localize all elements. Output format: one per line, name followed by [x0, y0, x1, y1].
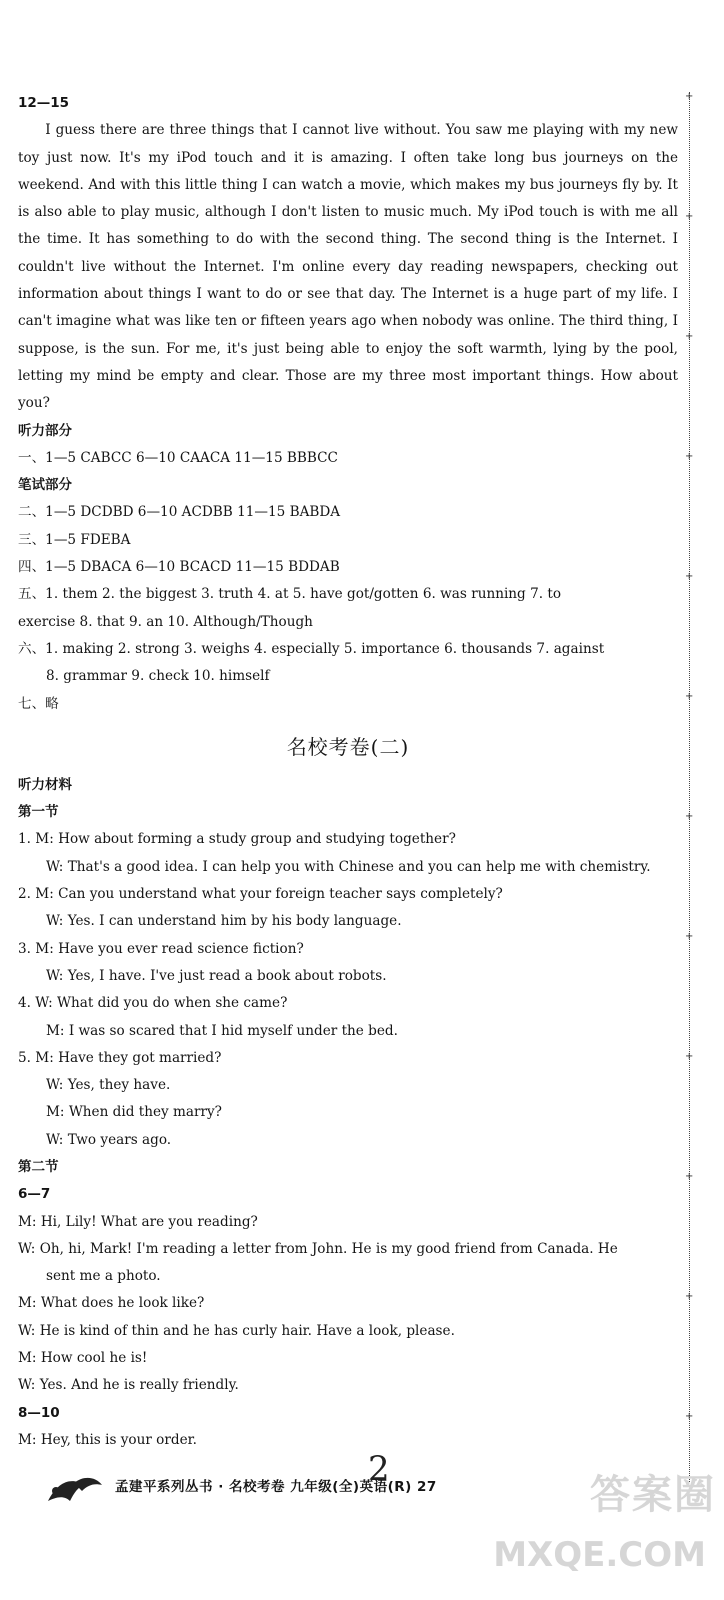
plus-mark-icon: +	[685, 91, 694, 102]
conversation-line: W: Yes. And he is really friendly.	[18, 1377, 239, 1394]
binding-margin-rail	[685, 91, 702, 1482]
watermark-url: MXQE.COM	[493, 1535, 706, 1575]
plus-mark-icon: +	[685, 1291, 694, 1302]
exam-title: 名校考卷(二)	[286, 734, 410, 759]
conversation-6-7	[18, 1209, 678, 1400]
dialogue-line: 4. W: What did you do when she came?	[18, 995, 288, 1012]
handwritten-mark: 2	[368, 1449, 390, 1489]
dialogue-line: W: Two years ago.	[46, 1131, 172, 1148]
dialogue-line: W: Yes, they have.	[46, 1077, 171, 1094]
plus-mark-icon: +	[685, 1411, 694, 1422]
conversation-line: M: How cool he is!	[18, 1350, 148, 1367]
conversation-line: W: He is kind of thin and he has curly hair. Have a look, please.	[18, 1322, 455, 1339]
section-1-label: 第一节	[18, 804, 59, 821]
watermark	[493, 1463, 716, 1593]
dialogue-line: M: I was so scared that I hid myself under the bed.	[46, 1022, 398, 1039]
dialogue-line: 1. M: How about forming a study group and studying together?	[18, 831, 456, 848]
dialogue-line: W: Yes. I can understand him by his body language.	[46, 913, 402, 930]
plus-mark-icon: +	[685, 691, 694, 702]
dialogue-line: W: That's a good idea. I can help you with Chinese and you can help me with chemistry.	[46, 858, 651, 875]
plus-mark-icon: +	[685, 331, 694, 342]
answers-section-1: 一、1—5 CABCC 6—10 CAACA 11—15 BBBCC	[18, 449, 338, 466]
answers-section-6-cont: 8. grammar 9. check 10. himself	[46, 668, 270, 685]
conversation-8-10	[18, 1427, 678, 1454]
publisher-logo-icon	[44, 1471, 104, 1511]
answers-section-5-cont: exercise 8. that 9. an 10. Although/Though	[18, 613, 313, 630]
dialogue-line: M: When did they marry?	[46, 1104, 222, 1121]
dialogue-line: 3. M: Have you ever read science fiction?	[18, 940, 304, 957]
answers-section-3: 三、1—5 FDEBA	[18, 531, 131, 548]
conversation-line: M: Hi, Lily! What are you reading?	[18, 1213, 258, 1230]
listening-passage: I guess there are three things that I cannot live without. You saw me playing with my new toy just now. It's my iPod touch and it is amazing. I often take long bus journeys on the weekend. And with this little thing I can watch a movie, which makes my bus journeys fly by. It is also able to play music, although I don't listen to music much. My iPod touch is with me all the time. It has something to do with the second thing. The second thing is the Internet. I couldn't live without the Internet. I'm online every day reading newspapers, checking out information about things I want to do or see that day. The Internet is a huge part of my life. I can't imagine what was like ten or fifteen years ago when nobody was online. The third thing, I suppose, is the sun. For me, it's just being able to enjoy the soft warmth, lying by the pool, letting my mind be empty and clear. Those are my three most important things. How about you?	[18, 122, 678, 412]
answer-page	[18, 90, 678, 1454]
dialogue-list	[18, 826, 678, 1154]
answers-section-7: 七、略	[18, 695, 59, 712]
conversation-line: M: Hey, this is your order.	[18, 1431, 197, 1448]
written-part-label: 笔试部分	[18, 477, 72, 494]
conversation-line: W: Oh, hi, Mark! I'm reading a letter from John. He is my good friend from Canada. He	[18, 1240, 618, 1257]
conversation-line: sent me a photo.	[46, 1268, 161, 1285]
dialogue-line: 2. M: Can you understand what your foreign teacher says completely?	[18, 886, 503, 903]
page-footer	[0, 1449, 724, 1600]
plus-mark-icon: +	[685, 811, 694, 822]
section-2-label: 第二节	[18, 1158, 59, 1175]
answers-section-6: 六、1. making 2. strong 3. weighs 4. especially 5. importance 6. thousands 7. against	[18, 640, 605, 657]
answers-section-2: 二、1—5 DCDBD 6—10 ACDBB 11—15 BABDA	[18, 504, 341, 521]
footer-series-title: 孟建平系列丛书 · 名校考卷 九年级(全)英语(R) 27	[115, 1479, 437, 1495]
dialogue-line: 5. M: Have they got married?	[18, 1049, 222, 1066]
listening-part-label: 听力部分	[18, 422, 72, 439]
plus-mark-icon: +	[685, 1051, 694, 1062]
answers-section-5: 五、1. them 2. the biggest 3. truth 4. at 5. have got/gotten 6. was running 7. to	[18, 586, 562, 603]
plus-mark-icon: +	[685, 211, 694, 222]
plus-mark-icon: +	[685, 1171, 694, 1182]
material-label: 听力材料	[18, 776, 72, 793]
watermark-logo-text: 答案圈	[590, 1472, 716, 1518]
answers-section-4: 四、1—5 DBACA 6—10 BCACD 11—15 BDDAB	[18, 559, 340, 576]
plus-mark-icon: +	[685, 451, 694, 462]
group-8-10-label: 8—10	[18, 1404, 60, 1421]
plus-mark-icon: +	[685, 571, 694, 582]
group-6-7-label: 6—7	[18, 1186, 51, 1203]
plus-mark-icon: +	[685, 931, 694, 942]
conversation-line: M: What does he look like?	[18, 1295, 205, 1312]
passage-header: 12—15	[18, 95, 70, 111]
dialogue-line: W: Yes, I have. I've just read a book about robots.	[46, 967, 387, 984]
